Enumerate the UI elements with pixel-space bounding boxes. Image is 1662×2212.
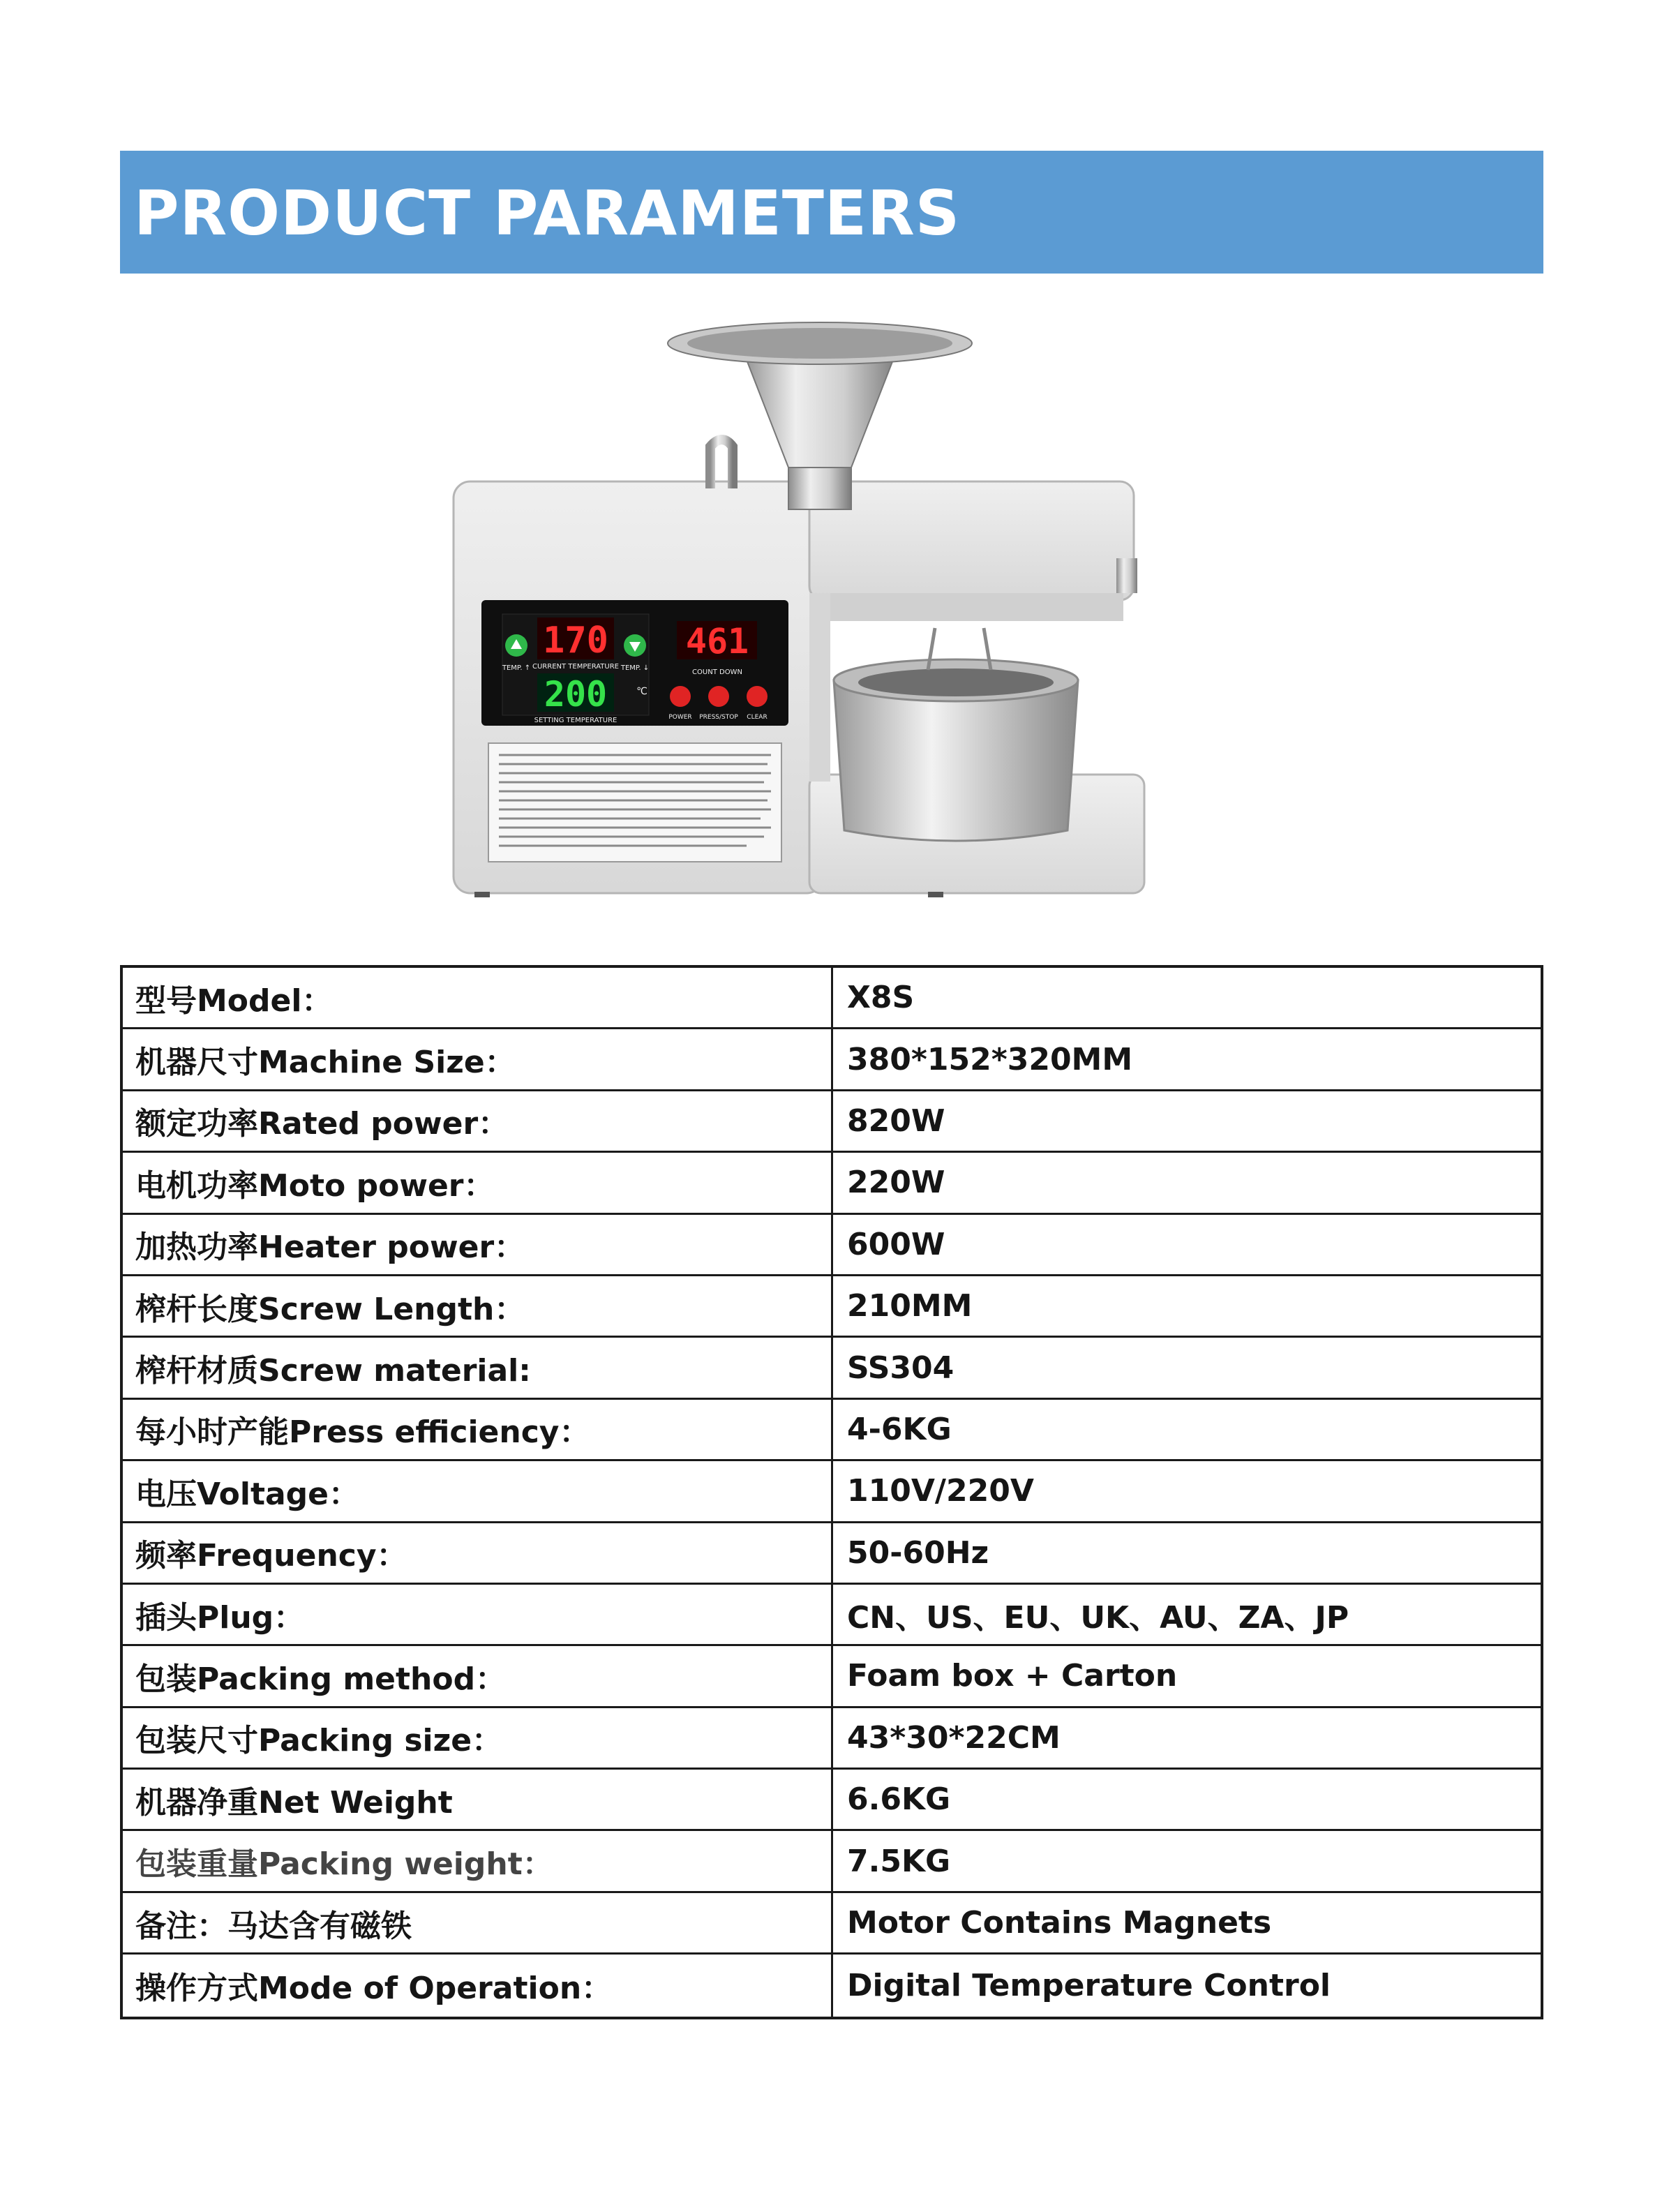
clear-label: CLEAR [747, 714, 768, 721]
spec-label: 插头Plug： [123, 1585, 833, 1644]
setting-temp-label: SETTING TEMPERATURE [534, 717, 617, 724]
table-row [123, 1338, 1541, 1399]
spec-label: 包装尺寸Packing size： [123, 1708, 833, 1768]
spec-value: 50-60Hz [847, 1534, 989, 1571]
power-button [670, 686, 691, 707]
countdown-label: COUNT DOWN [692, 668, 742, 676]
spec-value: 220W [847, 1165, 945, 1201]
table-row [123, 1400, 1541, 1461]
spec-value: 4-6KG [847, 1411, 952, 1447]
spec-value: Motor Contains Magnets [847, 1905, 1272, 1941]
oil-press-machine-icon [447, 314, 1207, 921]
spec-value: 820W [847, 1103, 945, 1139]
spec-label: 操作方式Mode of Operation： [123, 1955, 833, 2016]
spec-label: 每小时产能Press efficiency： [123, 1400, 833, 1459]
temp-unit-label: ℃ [636, 686, 647, 697]
table-row [123, 1646, 1541, 1707]
table-row [123, 1955, 1541, 2016]
spec-label: 机器尺寸Machine Size： [123, 1029, 833, 1089]
header-banner [120, 151, 1543, 274]
spec-value: Digital Temperature Control [847, 1967, 1331, 2003]
spec-label: 电机功率Moto power： [123, 1153, 833, 1212]
table-row [123, 1708, 1541, 1770]
power-label: POWER [668, 714, 692, 721]
table-row [123, 968, 1541, 1029]
table-row [123, 1215, 1541, 1276]
spec-value: SS304 [847, 1350, 954, 1386]
table-row [123, 1893, 1541, 1955]
spec-value: 210MM [847, 1288, 973, 1324]
table-row [123, 1461, 1541, 1523]
spec-label: 榨杆材质Screw material: [123, 1338, 833, 1397]
table-row [123, 1029, 1541, 1091]
table-row [123, 1523, 1541, 1585]
spec-label: 额定功率Rated power： [123, 1091, 833, 1151]
countdown-display: 461 [685, 621, 749, 662]
current-temp-label: CURRENT TEMPERATURE [532, 663, 619, 671]
table-row [123, 1153, 1541, 1214]
spec-value: CN、US、EU、UK、AU、ZA、JP [847, 1599, 1349, 1636]
spec-value: 43*30*22CM [847, 1719, 1061, 1756]
temp-up-label: TEMP. ↑ [502, 664, 531, 672]
spec-label: 型号Model： [123, 968, 833, 1027]
press-stop-label: PRESS/STOP [699, 714, 738, 721]
press-stop-button [708, 686, 729, 707]
table-row [123, 1091, 1541, 1153]
temp-down-label: TEMP. ↓ [620, 664, 650, 672]
spec-label: 频率Frequency： [123, 1523, 833, 1583]
spec-label: 加热功率Heater power： [123, 1215, 833, 1274]
clear-button [747, 686, 768, 707]
spec-label: 包装Packing method： [123, 1646, 833, 1705]
spec-value: 380*152*320MM [847, 1041, 1133, 1077]
table-row [123, 1770, 1541, 1831]
spec-value: 600W [847, 1226, 945, 1262]
setting-temp-display: 200 [544, 674, 608, 715]
spec-label: 包装重量Packing weight： [123, 1831, 833, 1890]
spec-label: 榨杆长度Screw Length： [123, 1276, 833, 1336]
spec-value: 6.6KG [847, 1781, 951, 1818]
product-image [447, 314, 1207, 921]
spec-label: 电压Voltage： [123, 1461, 833, 1520]
spec-value: 110V/220V [847, 1473, 1034, 1509]
current-temp-display: 170 [543, 620, 608, 662]
spec-label: 机器净重Net Weight [123, 1770, 833, 1829]
spec-table [120, 965, 1543, 2019]
spec-value: 7.5KG [847, 1843, 951, 1879]
spec-value: Foam box + Carton [847, 1658, 1178, 1694]
table-row [123, 1585, 1541, 1646]
table-row [123, 1831, 1541, 1892]
table-row [123, 1276, 1541, 1338]
page-title: PRODUCT PARAMETERS [134, 177, 961, 249]
spec-value: X8S [847, 980, 915, 1016]
spec-label: 备注：马达含有磁铁 [123, 1893, 833, 1952]
